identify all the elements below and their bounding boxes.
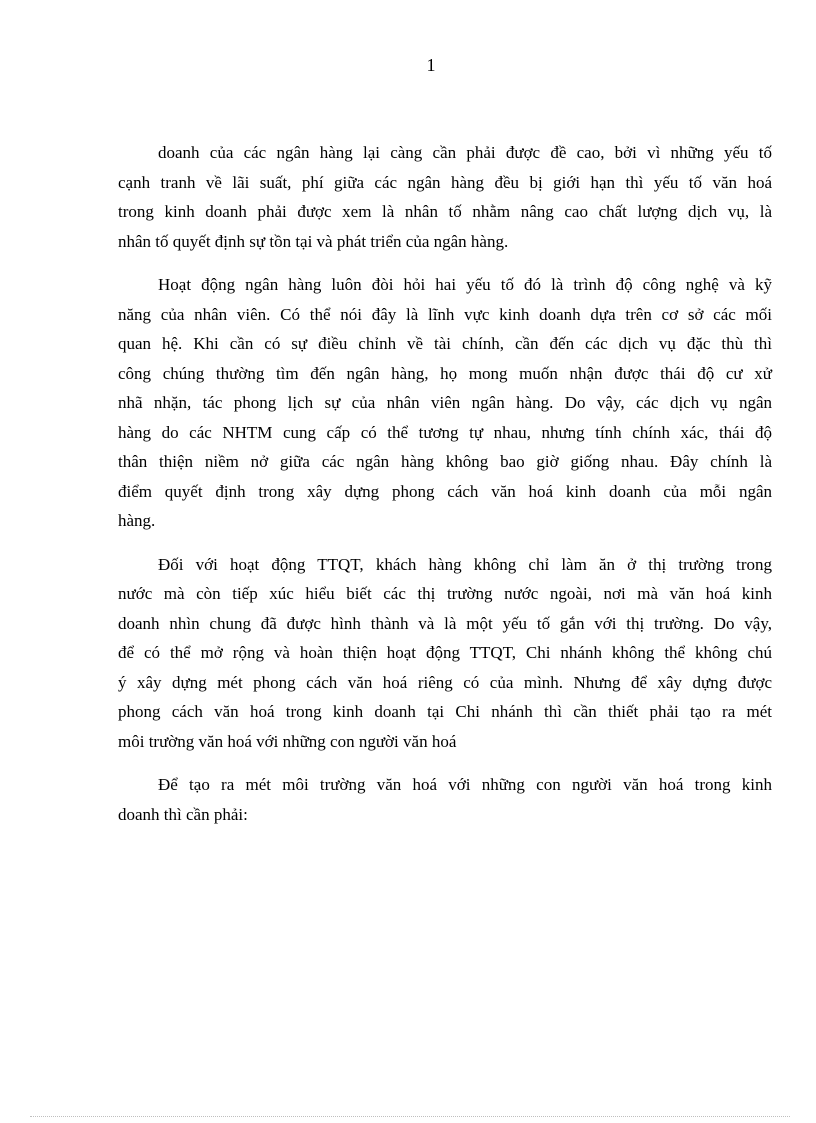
paragraph-1 (118, 138, 772, 256)
text-line: công chúng thường tìm đến ngân hàng, họ mong muốn nhận được thái độ cư xử (118, 363, 772, 383)
text-line: Hoạt động ngân hàng luôn đòi hỏi hai yếu tố đó là trình độ công nghệ và kỹ (158, 275, 772, 294)
page-number: 1 (426, 55, 436, 75)
text-line: thân thiện niềm nở giữa các ngân hàng không bao giờ giống nhau. Đây chính là (118, 452, 772, 471)
text-line: doanh thì cần phải: (118, 804, 248, 824)
text-line: doanh của các ngân hàng lại càng cần phải được đề cao, bởi vì những yếu tố (158, 143, 772, 162)
text-line: ý xây dựng mét phong cách văn hoá riêng có của mình. Nhưng để xây dựng được (118, 672, 772, 692)
paragraph-2 (118, 270, 772, 536)
text-line: điểm quyết định trong xây dựng phong cách văn hoá kinh doanh của mỗi ngân (118, 481, 772, 501)
document-body (118, 138, 772, 843)
text-line: doanh nhìn chung đã được hình thành và là một yếu tố gắn với thị trường. Do vậy, (118, 613, 772, 633)
text-line: môi trường văn hoá với những con người văn hoá (118, 731, 457, 751)
text-line: hàng. (118, 511, 156, 530)
text-line: nhân tố quyết định sự tồn tại và phát triển của ngân hàng. (118, 231, 509, 251)
text-line: nước mà còn tiếp xúc hiểu biết các thị trường nước ngoài, nơi mà văn hoá kinh (118, 584, 772, 603)
text-line: Đối với hoạt động TTQT, khách hàng không chỉ làm ăn ở thị trường trong (158, 554, 772, 574)
text-line: năng của nhân viên. Có thể nói đây là lĩnh vực kinh doanh dựa trên cơ sở các mối (118, 304, 772, 324)
text-line: cạnh tranh về lãi suất, phí giữa các ngân hàng đều bị giới hạn thì yếu tố văn hoá (118, 172, 772, 192)
text-line: trong kinh doanh phải được xem là nhân tố nhằm nâng cao chất lượng dịch vụ, là (118, 202, 772, 221)
paragraph-3 (118, 550, 772, 757)
text-line: để có thể mở rộng và hoàn thiện hoạt động TTQT, Chi nhánh không thể không chú (118, 643, 772, 662)
text-line: quan hệ. Khi cần có sự điều chỉnh về tài chính, cần đến các dịch vụ đặc thù thì (118, 334, 772, 353)
text-line: Để tạo ra mét môi trường văn hoá với những con người văn hoá trong kinh (158, 775, 772, 794)
text-line: hàng do các NHTM cung cấp có thể tương tự nhau, nhưng tính chính xác, thái độ (118, 422, 772, 442)
paragraph-4 (118, 770, 772, 829)
text-line: nhã nhặn, tác phong lịch sự của nhân viên ngân hàng. Do vậy, các dịch vụ ngân (118, 393, 772, 412)
text-line: phong cách văn hoá trong kinh doanh tại Chi nhánh thì cần thiết phải tạo ra mét (118, 702, 772, 721)
page-bottom-border (30, 1116, 790, 1117)
